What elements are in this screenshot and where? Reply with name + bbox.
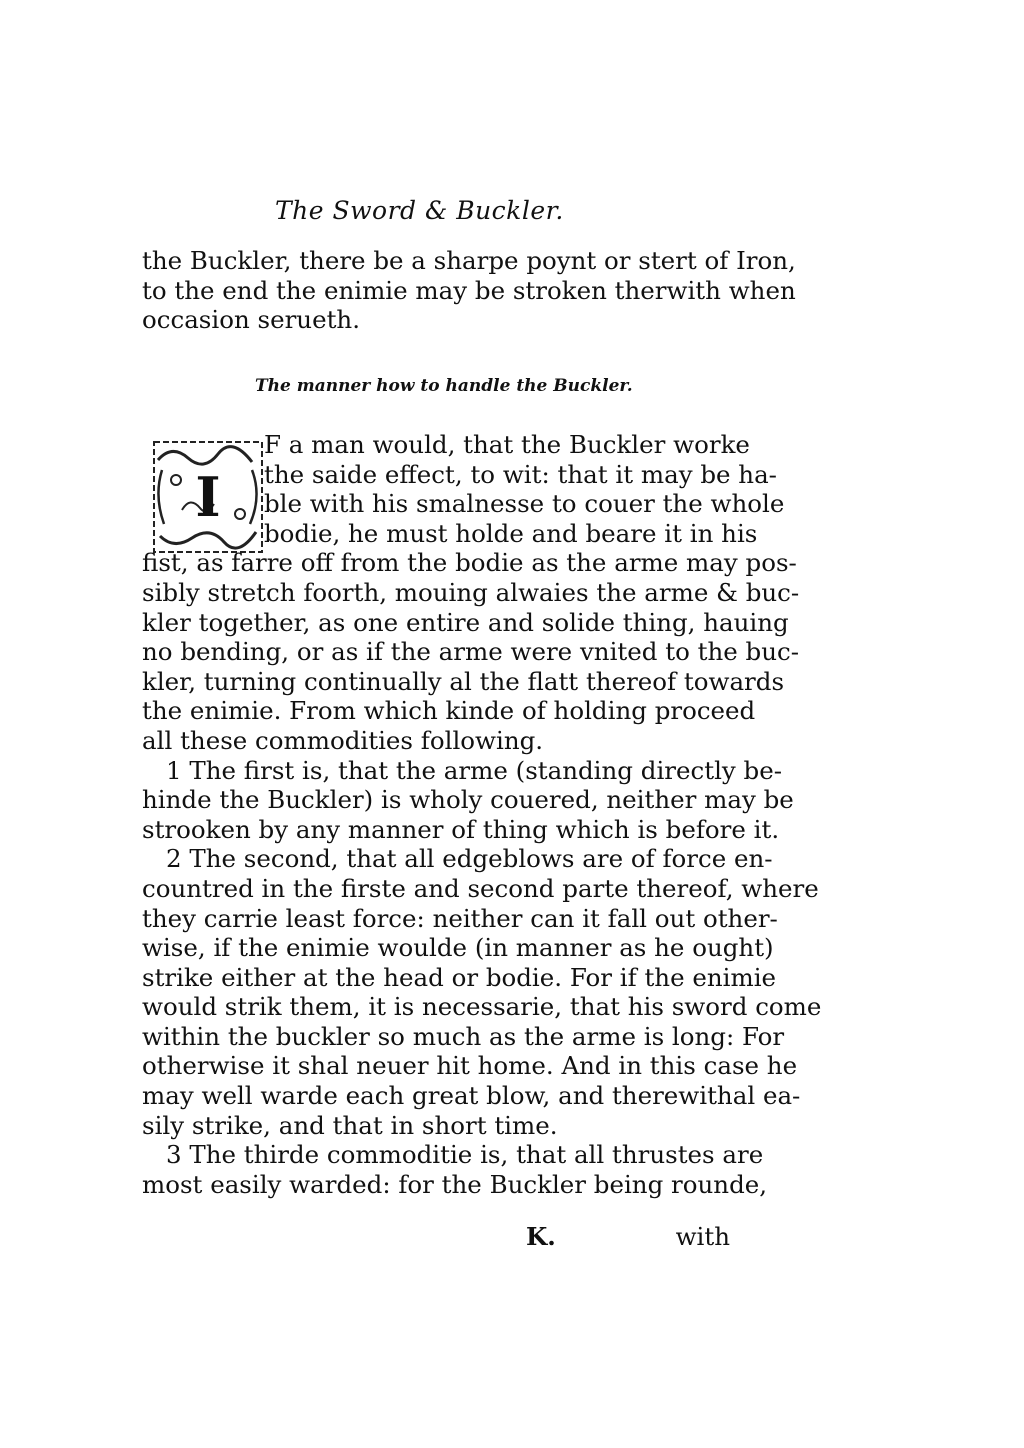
text-line: otherwise it shal neuer hit home. And in this case he bbox=[142, 1051, 798, 1081]
text-line: 3 The thirde commoditie is, that all thrustes are bbox=[166, 1140, 764, 1170]
text-line: to the end the enimie may be stroken therwith when bbox=[142, 275, 796, 305]
section-subheading: The manner how to handle the Buckler. bbox=[255, 376, 633, 396]
text-line: may well warde each great blow, and therewithal ea- bbox=[142, 1081, 801, 1111]
text-line: bodie, he must holde and beare it in his bbox=[264, 518, 758, 548]
text-line: would strik them, it is necessarie, that his sword come bbox=[142, 992, 822, 1022]
main-paragraph bbox=[142, 430, 822, 1199]
text-line: strike either at the head or bodie. For if the enimie bbox=[142, 962, 777, 992]
running-head: The Sword & Buckler. bbox=[275, 196, 564, 225]
text-line: hinde the Buckler) is wholy couered, neither may be bbox=[142, 785, 794, 815]
text-line: ble with his smalnesse to couer the whole bbox=[264, 489, 785, 519]
text-line: 2 The second, that all edgeblows are of force en- bbox=[166, 844, 773, 874]
initial-letter: I bbox=[195, 465, 221, 529]
text-line: countred in the firste and second parte thereof, where bbox=[142, 873, 819, 903]
text-line: the saide effect, to wit: that it may be ha- bbox=[264, 459, 777, 489]
text-line: fist, as farre off from the bodie as the arme may pos- bbox=[142, 548, 797, 578]
text-line: sily strike, and that in short time. bbox=[142, 1110, 558, 1140]
text-line: kler together, as one entire and solide thing, hauing bbox=[142, 607, 789, 637]
text-line: all these commodities following. bbox=[142, 725, 544, 755]
text-line: occasion serueth. bbox=[142, 305, 360, 335]
signature-mark: K. bbox=[526, 1222, 556, 1251]
intro-paragraph bbox=[142, 246, 796, 335]
text-line: sibly stretch foorth, mouing alwaies the arme & buc- bbox=[142, 577, 800, 607]
text-line: wise, if the enimie woulde (in manner as he ought) bbox=[142, 933, 774, 963]
catchword: with bbox=[675, 1222, 730, 1251]
text-line: kler, turning continually al the flatt thereof towards bbox=[142, 666, 785, 696]
page-footer bbox=[142, 1222, 738, 1252]
text-line: the enimie. From which kinde of holding proceed bbox=[142, 696, 756, 726]
text-line: most easily warded: for the Buckler being rounde, bbox=[142, 1169, 768, 1199]
text-line: strooken by any manner of thing which is before it. bbox=[142, 814, 780, 844]
text-line: no bending, or as if the arme were vnited to the buc- bbox=[142, 637, 799, 667]
text-line: the Buckler, there be a sharpe poynt or stert of Iron, bbox=[142, 246, 796, 275]
text-line: F a man would, that the Buckler worke bbox=[264, 430, 750, 459]
text-line: within the buckler so much as the arme is long: For bbox=[142, 1021, 785, 1051]
text-line: 1 The first is, that the arme (standing directly be- bbox=[166, 755, 782, 785]
text-line: they carrie least force: neither can it fall out other- bbox=[142, 903, 778, 933]
